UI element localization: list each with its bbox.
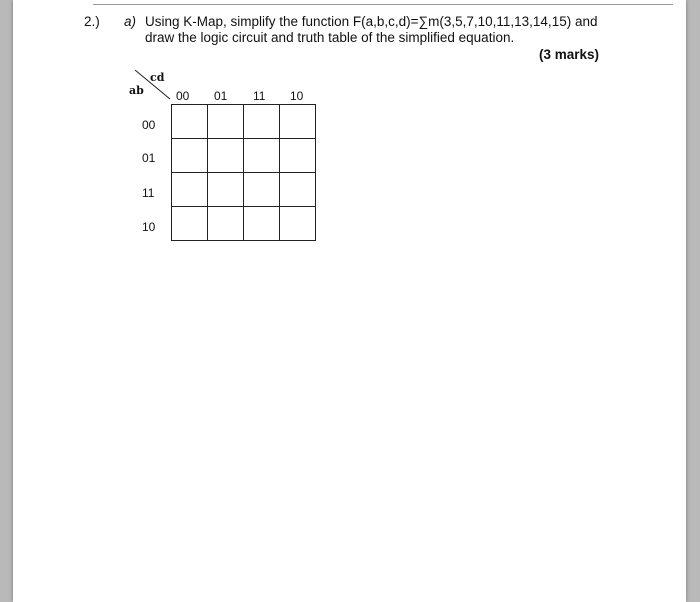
- kmap-cell: [172, 173, 208, 207]
- question-part: a): [124, 14, 137, 29]
- kmap-row-label: 11: [142, 186, 155, 200]
- kmap-cell: [208, 139, 244, 173]
- kmap-cell: [208, 207, 244, 241]
- question-text-line1: Using K-Map, simplify the function F(a,b,c,d)=∑m(3,5,7,10,11,13,14,15) and: [145, 14, 598, 29]
- kmap-cell: [172, 139, 208, 173]
- kmap-col-label: 00: [176, 89, 190, 103]
- kmap-row-label: 01: [142, 151, 156, 165]
- marks-label: (3 marks): [539, 47, 600, 62]
- kmap-col-label: 01: [214, 89, 228, 103]
- kmap-cell: [280, 105, 316, 139]
- kmap-cell: [244, 139, 280, 173]
- kmap-column-variable: cd: [150, 71, 165, 84]
- kmap-cell: [208, 105, 244, 139]
- kmap-cell: [280, 207, 316, 241]
- kmap-row-label: 10: [142, 220, 156, 234]
- kmap-cell: [244, 173, 280, 207]
- question-text-line2: draw the logic circuit and truth table of the simplified equation.: [145, 30, 515, 45]
- kmap-row-variable: ab: [129, 84, 144, 97]
- kmap-cell: [280, 173, 316, 207]
- kmap-cell: [244, 105, 280, 139]
- kmap-col-label: 10: [290, 89, 304, 103]
- document-page: [13, 0, 686, 602]
- kmap-grid: [171, 104, 316, 241]
- kmap-row-label: 00: [142, 118, 156, 132]
- kmap-cell: [244, 207, 280, 241]
- kmap-cell: [208, 173, 244, 207]
- kmap-cell: [172, 207, 208, 241]
- kmap-col-label: 11: [253, 89, 266, 103]
- header-rule: [93, 0, 673, 5]
- question-number: 2.): [84, 14, 100, 29]
- kmap-cell: [280, 139, 316, 173]
- kmap-cell: [172, 105, 208, 139]
